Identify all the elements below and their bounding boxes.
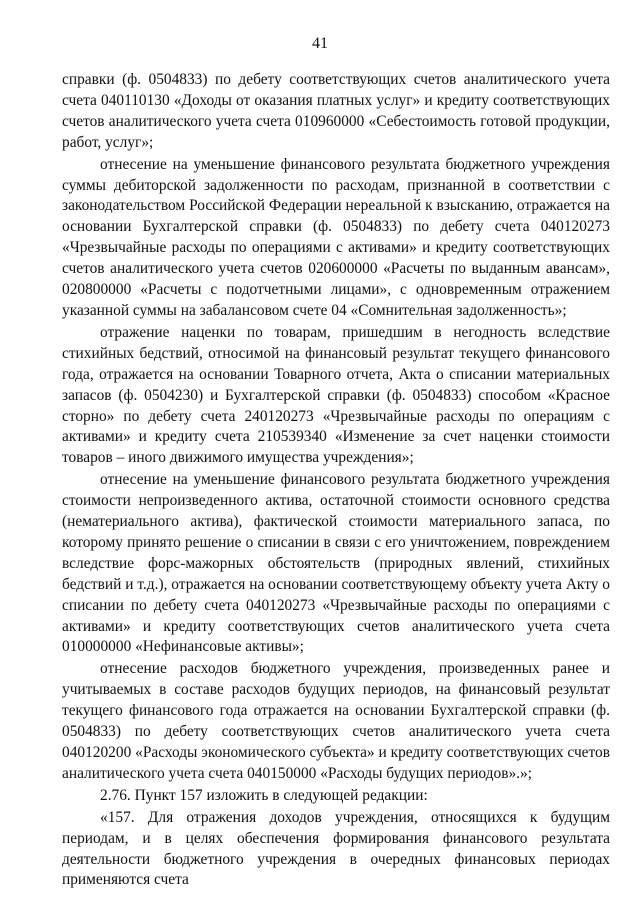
paragraph-receivables-writeoff: отнесение на уменьшение финансового результата бюджетного учреждения суммы дебиторской задолженности по расходам, признанной в соответствии с законодательством Российской Федерации нереальной к взысканию, отражается на основании Бухгалтерской справки (ф. 0504833) по дебету счета 040120273 «Чрезвычайные расходы по операциями с активами» и кредиту соответствующих счетов аналитического учета счетов 020600000 «Расчеты по выданным авансам», 020800000 «Расчеты с подотчетными лицами», с одновременным отражением указанной суммы на забалансовом счете 04 «Сомнительная задолженность»; — [62, 155, 610, 319]
paragraph-section-276: 2.76. Пункт 157 изложить в следующей редакции: — [100, 786, 428, 804]
paragraph-item-157: «157. Для отражения доходов учреждения, относящихся к будущим периодам, и в целях обеспечения формирования финансового результата деятельности бюджетного учреждения в очередных финансовых периодах применяются счета — [62, 808, 610, 889]
page-number: 41 — [312, 35, 328, 52]
paragraph-deferred-expenses: отнесение расходов бюджетного учреждения, произведенных ранее и учитываемых в составе расходов будущих периодов, на финансовый результат текущего финансового года отражается на основании Бухгалтерской справки (ф. 0504833) по дебету соответствующих счетов аналитического учета счета 040120200 «Расходы экономического субъекта» и кредиту соответствующих счетов аналитического учета счета 040150000 «Расходы будущих периодов».»; — [62, 660, 610, 782]
paragraph-markup-disaster: отражение наценки по товарам, пришедшим в негодность вследствие стихийных бедствий, относимой на финансовый результат текущего финансового года, отражается на основании Товарного отчета, Акта о списании материальных запасов (ф. 0504230) и Бухгалтерской справки (ф. 0504833) способом «Красное сторно» по дебету счета 240120273 «Чрезвычайные расходы по операциям с активами» и кредиту счета 210539340 «Изменение за счет наценки стоимости товаров – иного движимого имущества учреждения»; — [62, 323, 610, 467]
paragraph-continuation: справки (ф. 0504833) по дебету соответствующих счетов аналитического учета счета 040110130 «Доходы от оказания платных услуг» и кредиту соответствующих счетов аналитического учета счета 010960000 «Себестоимость готовой продукции, работ, услуг»; — [62, 71, 610, 151]
paragraph-asset-writeoff: отнесение на уменьшение финансового результата бюджетного учреждения стоимости непроизведенного актива, остаточной стоимости основного средства (нематериального актива), фактической стоимости материального запаса, по которому принято решение о списании в связи с его уничтожением, повреждением вследствие форс-мажорных обстоятельств (природных явлений, стихийных бедствий и т.д.), отражается на основании соответствующему объекту учета Акту о списании по дебету счета 040120273 «Чрезвычайные расходы по операциями с активами» и кредиту соответствующих счетов аналитического учета счета 010000000 «Нефинансовые активы»; — [62, 471, 610, 656]
document-body — [62, 70, 610, 892]
